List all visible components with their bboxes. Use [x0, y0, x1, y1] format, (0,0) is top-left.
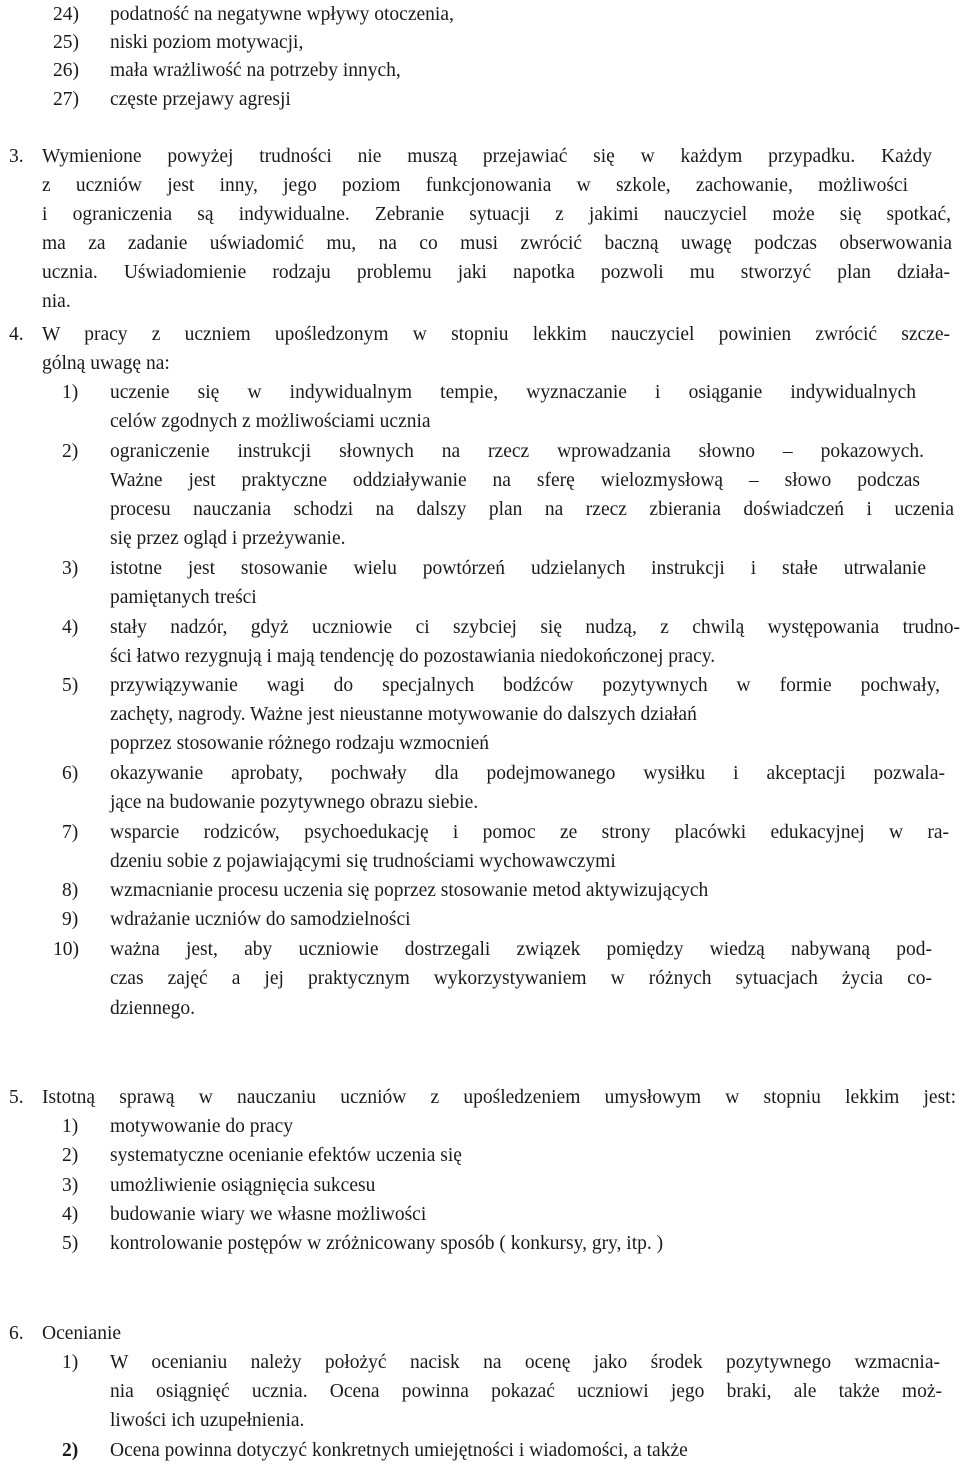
list-item-text: budowanie wiary we własne możliwości [110, 1204, 427, 1225]
list-item-line: Ocena powinna dotyczyć konkretnych umiejętności i wiadomości, a także [110, 1440, 688, 1461]
list-number: 3) [62, 1175, 79, 1196]
section-number: 4. [9, 324, 24, 345]
paragraph-line: gólną uwagę na: [42, 353, 170, 374]
section-number: 6. [9, 1323, 24, 1344]
list-item-text: umożliwienie osiągnięcia sukcesu [110, 1175, 376, 1196]
list-number: 8) [62, 880, 79, 901]
list-item-line: istotne jest stosowanie wielu powtórzeń udzielanych instrukcji i stałe utrwalanie [110, 558, 926, 579]
section-heading: Istotną sprawą w nauczaniu uczniów z upośledzeniem umysłowym w stopniu lekkim jest: [42, 1087, 956, 1108]
list-item-line: wdrażanie uczniów do samodzielności [110, 909, 411, 930]
list-item-text: podatność na negatywne wpływy otoczenia, [110, 4, 454, 25]
list-number: 3) [62, 558, 79, 579]
list-item-line: nia osiągnięć ucznia. Ocena powinna pokazać uczniowi jego braki, ale także moż- [110, 1381, 942, 1402]
section-number: 3. [9, 146, 24, 167]
list-item-line: się przez ogląd i przeżywanie. [110, 528, 346, 549]
list-number: 10) [53, 939, 79, 960]
list-item-line: uczenie się w indywidualnym tempie, wyznaczanie i osiąganie indywidualnych [110, 382, 916, 403]
paragraph-line: ma za zadanie uświadomić mu, na co musi zwrócić baczną uwagę podczas obserwowania [42, 233, 952, 254]
list-item-text: motywowanie do pracy [110, 1116, 294, 1137]
list-item-line: wsparcie rodziców, psychoedukację i pomoc ze strony placówki edukacyjnej w ra- [110, 822, 949, 843]
list-number: 4) [62, 617, 79, 638]
list-item-line: Ważne jest praktyczne oddziaływanie na sferę wielozmysłową – słowo podczas [110, 470, 920, 491]
list-number: 2) [62, 1440, 79, 1461]
list-item-line: jące na budowanie pozytywnego obrazu siebie. [110, 792, 479, 813]
list-item-line: poprzez stosowanie różnego rodzaju wzmocnień [110, 733, 490, 754]
paragraph-line: z uczniów jest inny, jego poziom funkcjonowania w szkole, zachowanie, możliwości [42, 175, 908, 196]
list-item-line: celów zgodnych z możliwościami ucznia [110, 411, 431, 432]
list-item-line: przywiązywanie wagi do specjalnych bodźców pozytywnych w formie pochwały, [110, 675, 940, 696]
list-item-line: ści łatwo rezygnują i mają tendencję do pozostawiania niedokończonej pracy. [110, 646, 716, 667]
list-item-text: częste przejawy agresji [110, 89, 291, 110]
list-number: 7) [62, 822, 79, 843]
list-number: 1) [62, 1116, 79, 1137]
paragraph-line: Wymienione powyżej trudności nie muszą przejawiać się w każdym przypadku. Każdy [42, 146, 932, 167]
list-item-text: kontrolowanie postępów w zróżnicowany sposób ( konkursy, gry, itp. ) [110, 1233, 664, 1254]
list-number: 24) [53, 4, 79, 25]
paragraph-line: i ograniczenia są indywidualne. Zebranie sytuacji z jakimi nauczyciel może się spotkać, [42, 204, 951, 225]
list-item-line: pamiętanych treści [110, 587, 257, 608]
list-item-line: stały nadzór, gdyż uczniowie ci szybciej się nudzą, z chwilą występowania trudno- [110, 617, 960, 638]
list-item-line: wzmacnianie procesu uczenia się poprzez stosowanie metod aktywizujących [110, 880, 709, 901]
paragraph-line: nia. [42, 291, 71, 312]
list-number: 27) [53, 89, 79, 110]
section-heading: Ocenianie [42, 1323, 122, 1344]
list-item-text: mała wrażliwość na potrzeby innych, [110, 60, 401, 81]
list-item-line: ważna jest, aby uczniowie dostrzegali związek pomiędzy wiedzą nabywaną pod- [110, 939, 932, 960]
list-item-line: dziennego. [110, 998, 196, 1019]
list-number: 1) [62, 1352, 79, 1373]
list-item-text: niski poziom motywacji, [110, 32, 304, 53]
list-number: 4) [62, 1204, 79, 1225]
list-item-line: dzeniu sobie z pojawiającymi się trudnościami wychowawczymi [110, 851, 616, 872]
list-item-line: procesu nauczania schodzi na dalszy plan na rzecz zbierania doświadczeń i uczenia [110, 499, 954, 520]
list-item-line: W ocenianiu należy położyć nacisk na ocenę jako środek pozytywnego wzmacnia- [110, 1352, 940, 1373]
list-item-line: czas zajęć a jej praktycznym wykorzystywaniem w różnych sytuacjach życia co- [110, 968, 932, 989]
list-number: 6) [62, 763, 79, 784]
list-number: 26) [53, 60, 79, 81]
list-number: 5) [62, 1233, 79, 1254]
list-item-text: systematyczne ocenianie efektów uczenia się [110, 1145, 462, 1166]
paragraph-line: ucznia. Uświadomienie rodzaju problemu jaki napotka pozwoli mu stworzyć plan działa- [42, 262, 950, 283]
section-number: 5. [9, 1087, 24, 1108]
paragraph-line: W pracy z uczniem upośledzonym w stopniu lekkim nauczyciel powinien zwrócić szcze- [42, 324, 950, 345]
list-item-line: okazywanie aprobaty, pochwały dla podejmowanego wysiłku i akceptacji pozwala- [110, 763, 945, 784]
list-number: 1) [62, 382, 79, 403]
list-item-line: ograniczenie instrukcji słownych na rzecz wprowadzania słowno – pokazowych. [110, 441, 924, 462]
list-number: 5) [62, 675, 79, 696]
list-item-line: liwości ich uzupełnienia. [110, 1410, 305, 1431]
list-number: 2) [62, 441, 79, 462]
list-number: 25) [53, 32, 79, 53]
list-number: 2) [62, 1145, 79, 1166]
list-item-line: zachęty, nagrody. Ważne jest nieustanne motywowanie do dalszych działań [110, 704, 697, 725]
list-number: 9) [62, 909, 79, 930]
